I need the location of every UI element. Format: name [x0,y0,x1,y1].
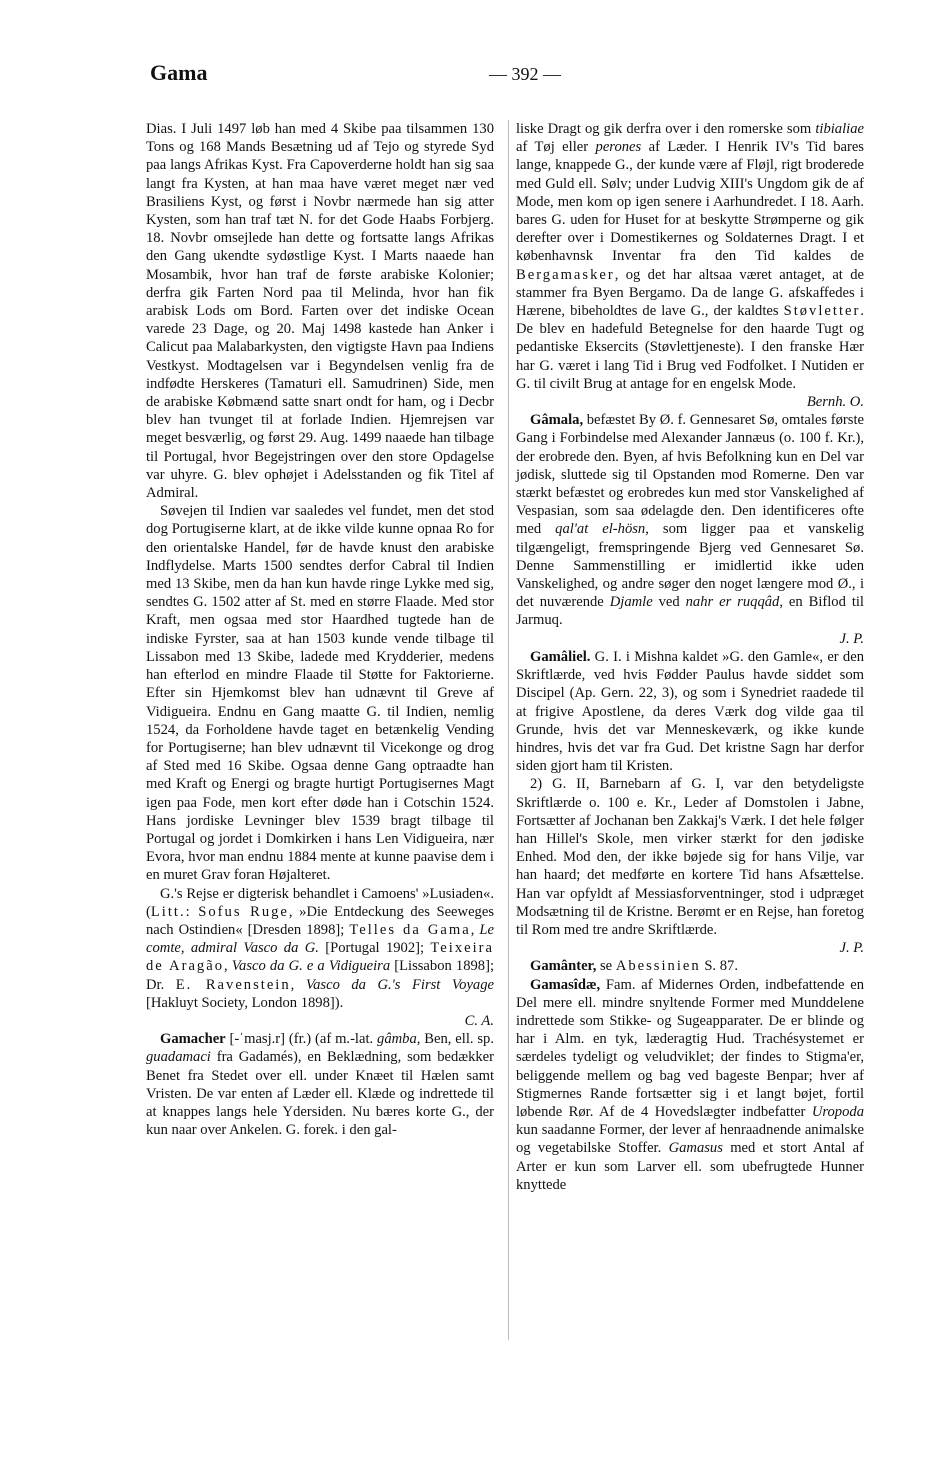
gama-paragraph-1: Dias. I Juli 1497 løb han med 4 Skibe paa tilsammen 130 Tons og 168 Mands Besætning ud af Tejo og styrede Syd paa langs Afrikas Kyst. Fra Capoverderne holdt han sig saa langt fra Kysten, at han maa have været meget nær ved Brasiliens Kyst, og først i Novbr nærmede han sig atter Kysten, som han traf tæt N. for det Gode Haabs Forbjerg. 18. Novbr omsejlede han dette og fortsatte langs Afrikas den Gang ukendte sydøstlige Kyst. I Marts naaede han Mosambik, hvor han traf de første arabiske Kolonier; derfra gik Farten Nord paa til Melinda, hvor han fik arabisk Lods om Bord. Farten over det indiske Ocean varede 23 Dage, og 20. Maj 1498 kastede han Anker i Calicut paa Malabarkysten, den vigtigste Havn paa Indiens Vestkyst. Modtagelsen var i Begyndelsen venlig fra de indfødte Herskeres (Tamaturi ell. Samudrinen) Side, men de arabiske Købmænd satte snart ondt for ham, og i Decbr blev han tvunget til at forlade Indien. Hjemrejsen var meget besværlig, og først 29. Aug. 1499 naaede han tilbage til Portugal, hvor Begejstringen over den store Opdagelse var uhyre. G. blev ophøjet i Adelsstanden og fik Titel af Admiral. [146,121,494,502]
entry-headword: Gâmala, [530,412,584,429]
entry-spaced: Bergamasker [516,266,615,283]
entry-italic: Djamle [609,594,653,611]
entry-text: , og det har altsaa været antaget, at de stammer fra Byen Bergamo. Da de lange G. afskaffedes i Hærene, bibeholdtes de lave G., der kaldtes [516,266,864,320]
entry-headword: Gamacher [160,1031,226,1048]
entry-text: G. I. i Mishna kaldet »G. den Gamle«, er den Skriftlærde, ved hvis Fødder Paulus havde siddet som Discipel (Ap. Gern. 22, 3), og som i Synedriet raadede til at frigive Apostlene, da deres Værk dog vilde gaa til Grunde, hvis det var Menneskeværk, og ikke kunde hindres, hvis det var fra Gud. Det kristne Sagn har derfor siden gjort ham til Kristen. [516,648,864,775]
entry-text: , som ligger paa et vanskelig tilgængeligt, fremspringende Bjerg ved Gennesaret Sø. Denne Sammenstilling er imidlertid ikke uden Vanskelighed, og andre søger den noget længere mod Ø., i det nuværende [516,521,864,611]
lit-author: E. Ravenstein [175,976,291,993]
page-header [150,60,890,90]
author-signature: C. A. [464,1012,494,1029]
column-divider [508,120,509,1340]
entry-text: 2) G. II, Barnebarn af G. I, var den betydeligste Skriftlærde o. 100 e. Kr., Leder af Domstolen i Jabne, Fortsætter af Jochanan ben Zakkaj's Værk. I det hele følger han Hillel's Skole, men virker stærkt for den jødiske Enhed. Mod den, der ikke bøjede sig for hans Vilje, var han haard; det medførte en kortere Tid hans Afsættelse. Han var opfyldt af Messiasforventninger, stod i udpræget Modsætning til de Kristne. Berømt er en Rejse, han foretog til Rom med tre andre Skriftlærde. [516,776,864,938]
entry-text: , Ben, ell. sp. [416,1031,494,1048]
entry-text: se [596,958,616,975]
lit-text: [Portugal 1902]; [318,940,431,957]
author-signature: J. P. [839,940,864,957]
author-signature: Bernh. O. [806,394,864,411]
gama-paragraph-2: Søvejen til Indien var saaledes vel fundet, men det stod dog Portugiserne klart, at de ikke vilde kunne opnaa Ro for den orientalske Handel, før de havde knust den arabiske Indflydelse. Marts 1500 sendtes derfor Cabral til Indien med 13 Skibe, men da han kun havde ringe Lykke med sig, sendtes G. 1502 atter af St. med en større Flaade. Med stor Kraft, men ogsaa med stor Haardhed tugtede han de indiske Fyrster, saa at han 1503 kunde vende tilbage til Lissabon med 13 Skibe, ladede med Krydderier, medens han efterlod en mindre Flaade til Støtte for Faktorierne. Efter sin Hjemkomst blev han udnævnt til Greve af Vidigueira. Endnu en Gang maatte G. til Indien, nemlig 1524, da Forholdene havde taget en betænkelig Vending for Portugiserne; han blev udnævnt til Vicekonge og drog af Sted med 16 Skibe. Ogsaa denne Gang optraadte han med Kraft og Energi og bragte hurtigt Portugisernes Magt igen paa Fode, men kort efter døde han i Cotschin 1524. Hans jordiske Levninger blev 1539 bragt tilbage til Portugal og jordet i Domkirken i hans Len Vidigueira, nær Evora, hvor man endnu 1884 mente at kunne paavise dem i en muret Grav foran Højalteret. [146,503,494,884]
entry-text: fra Gadamés), en Beklædning, som bedækker Benet fra Stedet over ell. under Knæet til Hælen samt Vristen. De var enten af Læder ell. Klæde og indrettede til at knappes langs hele Ydersiden. Nu bæres korte G., der kun naar over Ankelen. G. forek. i den gal- [146,1049,494,1139]
lit-title: Vasco da G. e a Vidigueira [231,958,391,975]
entry-text: ved [652,594,686,611]
gamaliel-entry [516,648,864,775]
entry-text: S. 87. [700,958,738,975]
entry-text: Fam. af Midernes Orden, indbefattende en Del mere ell. mindre snyltende Former med Munddelene indrettede som Stikke- og Sugeapparater. De er blinde og har i Alm. en tyk, læderagtig Hud. Trachésystemet er særdeles tydeligt og veludviklet; der findes to Stigma'er, beliggende mellem og bag ved bageste Benpar; hver af Stigmernes Rande fortsætter sig i et langt bøjet, fortil løbende Rør. Af de 4 Hovedslægter indbefatter [516,976,864,1120]
entry-headword: Gamasîdæ, [530,976,601,993]
entry-italic: Gamasus [668,1140,723,1157]
entry-text: . De blev en hadefuld Betegnelse for den haarde Tugt og pedantiske Eksercits (Støvlettjeneste). I den franske Hær har G. været i lang Tid i Brug ved Fodfolket. I Nutiden er G. til civilt Brug at antage for en engelsk Mode. [516,303,864,392]
lit-text: [Hakluyt Society, London 1898]). [146,994,344,1011]
gamala-entry [516,411,864,648]
entry-italic: Uropoda [811,1103,864,1120]
entry-italic: gâmba [377,1031,417,1048]
entry-italic: perones [595,139,642,156]
gamacher-continued [516,120,864,411]
page-number: — 392 — [489,64,561,84]
entry-text: med et stort Antal af Arter er kun som Larver ell. som ubefrugtede Hunner knyttede [516,1140,864,1193]
lit-title: Le comte, admiral Vasco da G. [146,921,495,957]
entry-text: befæstet By Ø. f. Gennesaret Sø, omtales første Gang i Forbindelse med Alexander Jannæus (o. 100 f. Kr.), der erobrede den. Byen, af hvis Befolkning kun en Del var jødisk, sluttede sig til Opstanden mod Romerne. Den var stærkt befæstet og erobredes kun med stor Vanskelighed af Vespasian, som saa ødelagde den. Den identificeres ofte med [516,412,864,538]
lit-author: Telles da Gama [349,921,471,938]
gamacher-entry [146,1030,494,1139]
gamasidae-entry [516,976,864,1194]
right-column [516,120,864,1194]
entry-text: kun saadanne Former, der lever af henraadnende animalske og vegetabilske Stoffer. [516,1122,864,1157]
entry-headword: Gamânter, [530,958,597,975]
lit-text: [Lissabon 1898]; Dr. [146,958,494,993]
entry-spaced: Støvletter [783,303,861,320]
cross-reference: Abessinien [615,958,701,975]
entry-text: af Læder. I Henrik IV's Tid bares lange, knappede G., der kunde være af Fløjl, rigt broderede med Guld ell. Sølv; under Ludvig XIII's Ungdom gik de af Mode, men kom op igen senere i Aarhundredet. I 18. Aarh. bares G. uden for Huset for at beskytte Strømperne og gik derefter over i Domestikernes og Soldaternes Dragt. I et københavnsk Inventar fra den Tid kaldes de [516,139,864,265]
gama-literature [146,885,494,1031]
lit-title: Vasco da G.'s First Voyage [305,976,495,993]
entry-text: af Tøj eller [516,139,596,156]
entry-text: , en Biflod til Jarmuq. [516,594,864,629]
gamaliel-entry-2 [516,775,864,957]
entry-italic: qal'at el-hösn [555,521,646,538]
lit-author: Sofus Ruge [198,903,289,920]
entry-headword: Gamâliel. [530,648,591,665]
entry-italic: guadamaci [146,1049,211,1066]
entry-italic: tibialiae [815,121,864,137]
entry-italic: nahr er ruqqâd [685,594,780,611]
left-column [146,120,494,1139]
running-headword: Gama [150,60,208,85]
lit-text: , »Die Entdeckung des Seeweges nach Ostindien« [Dresden 1898]; [146,903,495,938]
lit-text: G.'s Rejse er digterisk behandlet i Camoens' »Lusiaden«. ( [146,885,494,920]
entry-text: liske Dragt og gik derfra over i den romerske som [516,121,816,137]
lit-text: , [290,976,306,993]
author-signature: J. P. [839,630,864,647]
entry-text: [-ˈmasj.r] (fr.) (af m.-lat. [225,1031,378,1048]
lit-text: , [470,921,480,938]
lit-author: Teixeira de Aragão [146,940,494,975]
lit-label: Litt.: [150,903,192,920]
lit-text: , [224,958,232,975]
gamanter-entry [516,957,864,975]
